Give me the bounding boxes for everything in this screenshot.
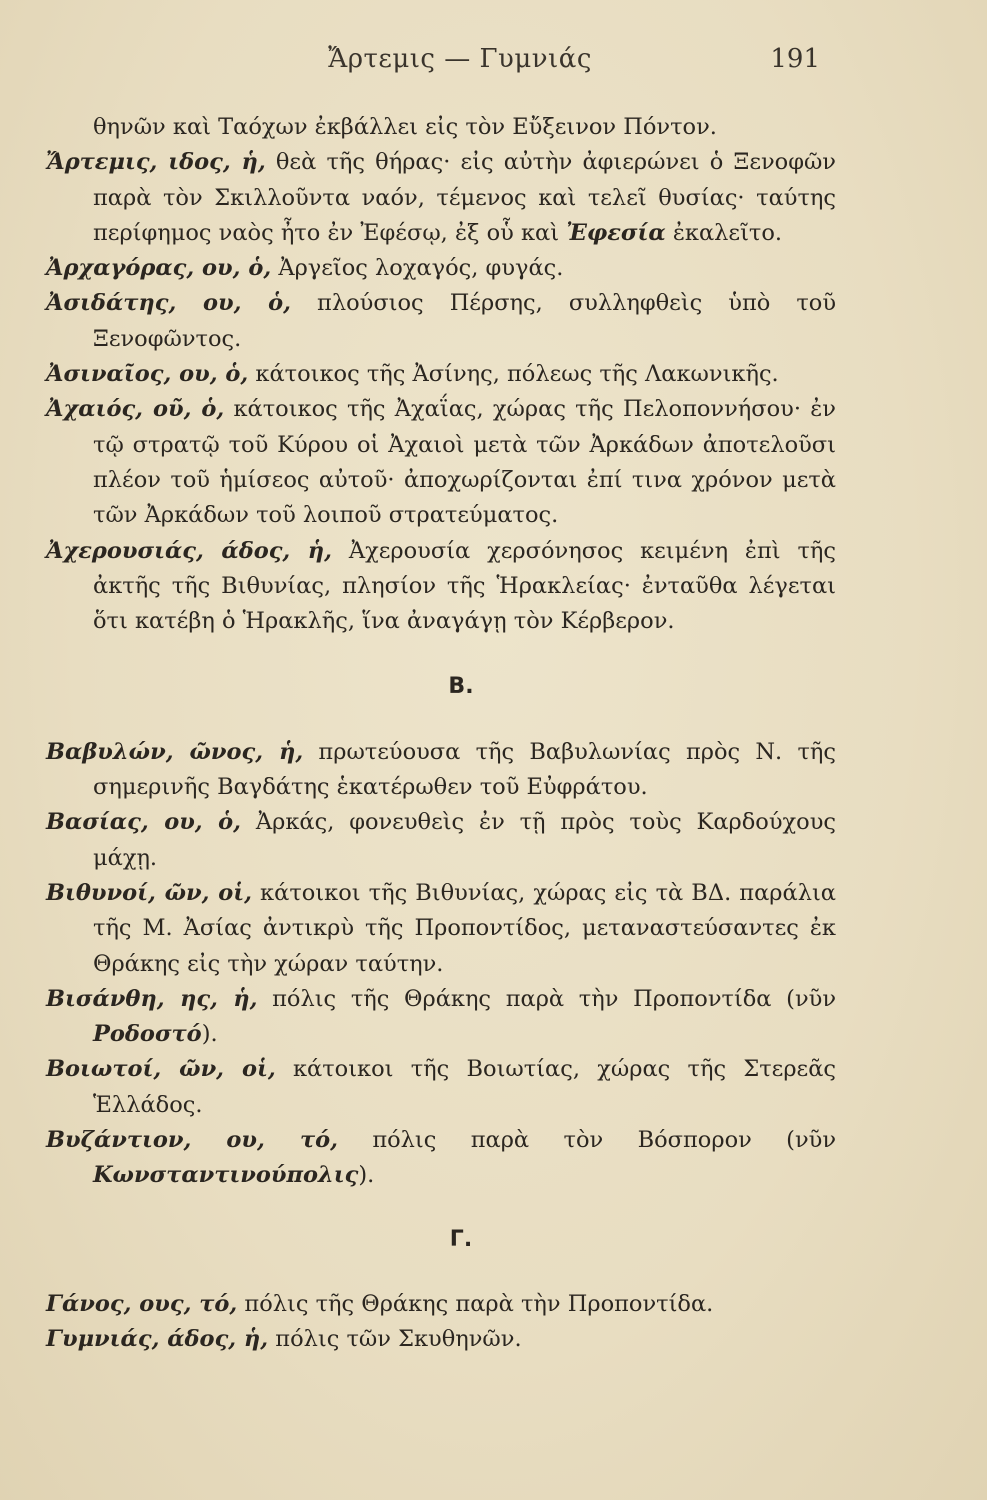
entry-acherousias: [46, 534, 836, 640]
headword: Ἀχερουσιάς, άδος, ἡ,: [46, 537, 332, 564]
emphasis: Κωνσταντινούπολις: [93, 1162, 359, 1189]
definition: κάτοικοι τῆς Βοιωτίας, χώρας τῆς Στερεᾶς Ἑλλάδος.: [93, 1056, 837, 1118]
headword: Ἀχαιός, οῦ, ὁ,: [46, 396, 225, 423]
definition-tail: ).: [358, 1162, 375, 1189]
entry-ganos: [46, 1287, 836, 1322]
emphasis: Ἐφεσία: [566, 219, 666, 246]
headword: Γυμνιάς, άδος, ἡ,: [46, 1326, 269, 1353]
definition-tail: ἐκαλεῖτο.: [665, 219, 783, 246]
page-number: 191: [770, 44, 820, 74]
definition: θεὰ τῆς θήρας· εἰς αὐτὴν ἀφιερώνει ὁ Ξενοφῶν παρὰ τὸν Σκιλλοῦντα ναόν, τέμενος καὶ τελεῖ θυσίας· ταύτης περίφημος ναὸς ἦτο ἐν Ἐφέσῳ, ἐξ οὗ καὶ: [93, 149, 836, 246]
headword: Γάνος, ους, τό,: [46, 1290, 238, 1317]
glossary-body: [46, 110, 836, 1358]
definition: πλούσιος Πέρσης, συλληφθεὶς ὑπὸ τοῦ Ξενοφῶντος.: [93, 290, 836, 352]
headword: Βιθυνοί, ῶν, οἱ,: [46, 879, 252, 906]
definition: πόλις τῆς Θράκης παρὰ τὴν Προποντίδα (νῦν: [257, 985, 836, 1012]
headword: Ἄρτεμις, ιδος, ἡ,: [46, 149, 266, 176]
entry-artemis: [46, 145, 836, 251]
definition: κάτοικος τῆς Ἀχαΐας, χώρας τῆς Πελοποννήσου· ἐν τῷ στρατῷ τοῦ Κύρου οἱ Ἀχαιοὶ μετὰ τῶν Ἀρκάδων ἀποτελοῦσι πλέον τοῦ ἡμίσεος αὐτοῦ· ἀποχωρίζονται ἐπί τινα χρόνον μετὰ τῶν Ἀρκάδων τοῦ λοιποῦ στρατεύματος.: [93, 396, 836, 529]
headword: Βισάνθη, ης, ἡ,: [46, 985, 258, 1012]
emphasis: Ροδοστό: [93, 1021, 202, 1048]
definition: Ἀρκάς, φονευθεὶς ἐν τῇ πρὸς τοὺς Καρδούχους μάχῃ.: [93, 809, 836, 871]
definition: πόλις τῆς Θράκης παρὰ τὴν Προποντίδα.: [237, 1290, 714, 1317]
entry-boiotoi: [46, 1052, 836, 1123]
definition: κάτοικος τῆς Ἀσίνης, πόλεως τῆς Λακωνικῆς.: [248, 361, 779, 388]
definition: Ἀχερουσία χερσόνησος κειμένη ἐπὶ τῆς ἀκτῆς τῆς Βιθυνίας, πλησίον τῆς Ἡρακλείας· ἐνταῦθα λέγεται ὅτι κατέβη ὁ Ἡρακλῆς, ἵνα ἀναγάγῃ τὸν Κέρβερον.: [93, 537, 836, 635]
definition: κάτοικοι τῆς Βιθυνίας, χώρας εἰς τὰ ΒΔ. παράλια τῆς Μ. Ἀσίας ἀντικρὺ τῆς Προποντίδος, μεταναστεύσαντες ἐκ Θράκης εἰς τὴν χώραν ταύτην.: [93, 879, 836, 977]
headword: Ἀρχαγόρας, ου, ὁ,: [46, 255, 272, 282]
entry-bisanthe: [46, 982, 836, 1053]
definition: πόλις τῶν Σκυθηνῶν.: [268, 1326, 522, 1353]
section-heading-beta: Β.: [448, 674, 474, 700]
headword: Βοιωτοί, ῶν, οἱ,: [46, 1056, 276, 1083]
running-head: Ἄρτεμις — Γυμνιάς: [328, 44, 592, 74]
entry-achaios: [46, 392, 836, 533]
definition-tail: ).: [201, 1021, 218, 1048]
entry-byzantion: [46, 1123, 836, 1194]
definition: πρωτεύουσα τῆς Βαβυλωνίας πρὸς Ν. τῆς σημερινῆς Βαγδάτης ἑκατέρωθεν τοῦ Εὐφράτου.: [93, 738, 836, 801]
headword: Βαβυλών, ῶνος, ἡ,: [46, 738, 304, 765]
entry-asidates: [46, 286, 836, 357]
section-heading-gamma: Γ.: [449, 1226, 473, 1252]
entry-basias: [46, 805, 836, 876]
continuation-text: θηνῶν καὶ Ταόχων ἐκβάλλει εἰς τὸν Εὔξεινον Πόντον.: [93, 114, 717, 140]
entry-asinaios: [46, 357, 836, 392]
entry-bithynoi: [46, 876, 836, 982]
page-header: [90, 44, 830, 84]
headword: Βασίας, ου, ὁ,: [46, 809, 242, 836]
headword: Ἀσιναῖος, ου, ὁ,: [46, 361, 249, 388]
headword: Ἀσιδάτης, ου, ὁ,: [46, 290, 292, 317]
headword: Βυζάντιον, ου, τό,: [46, 1127, 338, 1154]
definition: πόλις παρὰ τὸν Βόσπορον (νῦν: [337, 1127, 836, 1154]
entry-gymnias: [46, 1322, 836, 1357]
entry-archagoras: [46, 251, 836, 286]
entry-babylon: [46, 735, 836, 806]
definition: Ἀργεῖος λοχαγός, φυγάς.: [271, 255, 564, 282]
